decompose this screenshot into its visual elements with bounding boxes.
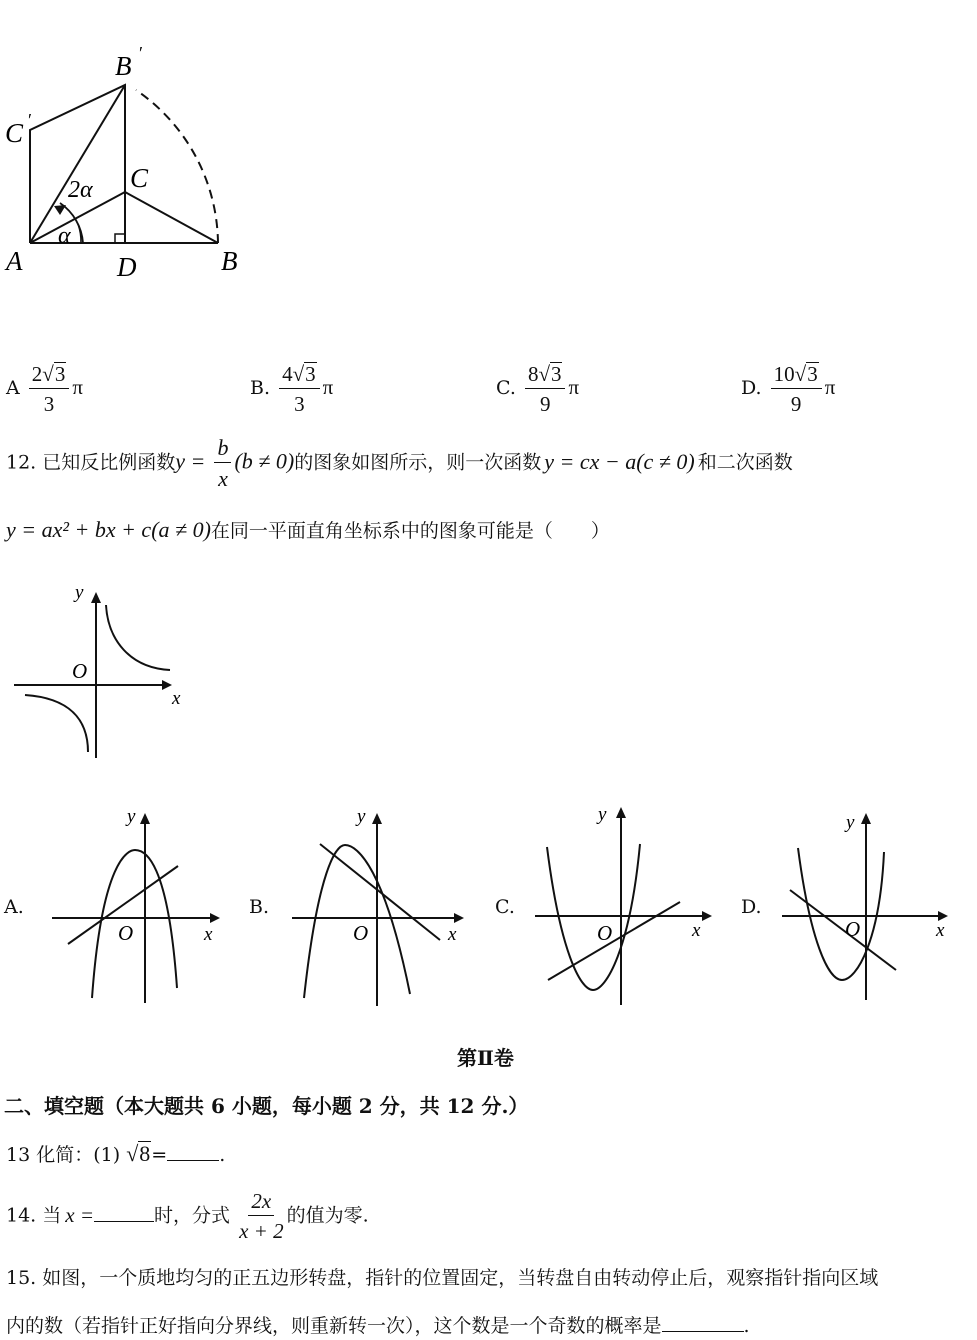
question-number: 14. bbox=[6, 1204, 37, 1227]
origin-label: O bbox=[118, 921, 134, 945]
fraction: $\frac{10√3}{9}$ bbox=[771, 362, 822, 416]
label-b: B bbox=[221, 246, 238, 276]
q11-option-c bbox=[496, 362, 579, 416]
segment-cb bbox=[125, 192, 218, 243]
q14-text1: 当 bbox=[42, 1204, 62, 1227]
q12-option-d-label: D. bbox=[741, 896, 762, 918]
origin-label: O bbox=[845, 917, 861, 941]
x-label: x bbox=[936, 920, 945, 941]
q14-fraction bbox=[239, 1190, 284, 1243]
func1-cond: (b ≠ 0) bbox=[234, 448, 295, 474]
x-axis-arrow bbox=[454, 913, 464, 923]
x-axis-arrow bbox=[210, 913, 220, 923]
q15-line1: 15. 如图，一个质地均匀的正五边形转盘，指针的位置固定，当转盘自由转动停止后，观察指针指向区域 bbox=[6, 1267, 879, 1289]
func1-fraction bbox=[214, 436, 231, 491]
q14 bbox=[6, 1190, 369, 1243]
q12-option-c-label: C. bbox=[495, 896, 515, 918]
y-label: y bbox=[598, 804, 607, 825]
q14-var: x = bbox=[65, 1202, 95, 1227]
question-number: 13 bbox=[6, 1144, 31, 1166]
question-number: 12. bbox=[6, 451, 37, 474]
origin-label: O bbox=[597, 921, 613, 945]
right-angle-mark bbox=[115, 234, 125, 243]
q13 bbox=[6, 1140, 225, 1167]
denominator: 9 bbox=[539, 392, 551, 417]
origin-label: O bbox=[72, 659, 88, 683]
coef: 10 bbox=[773, 362, 795, 386]
option-a-graph bbox=[40, 800, 230, 1010]
x-label: x bbox=[204, 924, 213, 945]
y-axis-arrow bbox=[140, 813, 150, 824]
prime-mark-2: ′ bbox=[28, 110, 32, 130]
coef: 4 bbox=[282, 362, 293, 386]
option-letter: D. bbox=[741, 377, 762, 400]
origin-label: O bbox=[353, 921, 369, 945]
q14-den: x + 2 bbox=[239, 1219, 284, 1244]
pi-symbol: π bbox=[322, 375, 334, 400]
y-axis-arrow bbox=[372, 813, 382, 824]
hyperbola-branch-1 bbox=[106, 605, 170, 670]
line bbox=[548, 902, 680, 980]
q14-num: 2x bbox=[248, 1190, 274, 1216]
coef: 2 bbox=[31, 362, 43, 386]
label-b-prime: B bbox=[115, 51, 132, 81]
radicand: 3 bbox=[305, 362, 316, 386]
option-c-graph bbox=[525, 795, 725, 1010]
sqrt-expression: √8 bbox=[126, 1141, 151, 1166]
x-label: x bbox=[172, 688, 181, 709]
inverse-function-graph bbox=[0, 575, 200, 765]
q11-option-b bbox=[250, 362, 333, 416]
period: . bbox=[743, 1315, 750, 1337]
answer-blank[interactable] bbox=[94, 1203, 154, 1222]
rotation-figure bbox=[0, 40, 260, 290]
q14-text2: 时，分式 bbox=[154, 1204, 231, 1227]
radicand: 8 bbox=[139, 1141, 151, 1166]
option-letter: B. bbox=[250, 377, 271, 400]
x-label: x bbox=[692, 920, 701, 941]
func1-den: x bbox=[218, 466, 228, 492]
label-c: C bbox=[130, 163, 149, 193]
q12-option-b-label: B. bbox=[249, 896, 270, 918]
func1-lhs: y = bbox=[175, 448, 206, 474]
radicand: 3 bbox=[550, 362, 562, 386]
prime-mark: ′ bbox=[139, 43, 143, 63]
hyperbola-branch-2 bbox=[25, 695, 88, 752]
q11-option-a bbox=[6, 362, 83, 416]
arrow-head bbox=[54, 205, 66, 215]
denominator: 3 bbox=[294, 392, 305, 417]
q12-line1 bbox=[6, 436, 793, 491]
x-label: x bbox=[448, 924, 457, 945]
y-label: y bbox=[846, 812, 855, 833]
q12-text3: 和二次函数 bbox=[697, 451, 793, 474]
option-letter: C. bbox=[496, 377, 516, 400]
q15-line2 bbox=[6, 1311, 750, 1338]
fraction: $\frac{4√3}{3}$ bbox=[279, 362, 320, 416]
q14-text3: 的值为零. bbox=[286, 1204, 369, 1227]
label-c-prime: C bbox=[5, 118, 24, 148]
y-label: y bbox=[75, 582, 84, 603]
option-b-graph bbox=[280, 800, 470, 1010]
func2: y = cx − a(c ≠ 0) bbox=[544, 448, 695, 474]
q11-option-d bbox=[741, 362, 835, 416]
parabola bbox=[798, 848, 884, 980]
fraction: $\frac{8√3}{9}$ bbox=[525, 362, 566, 416]
x-axis-arrow bbox=[162, 680, 172, 690]
label-a: A bbox=[6, 246, 23, 276]
denominator: 9 bbox=[790, 392, 802, 417]
section-title: 二、填空题（本大题共 6 小题，每小题 2 分，共 12 分.） bbox=[4, 1094, 529, 1118]
y-axis-arrow bbox=[91, 592, 101, 603]
fraction: $\frac{2√3}{3}$ bbox=[29, 362, 70, 416]
pi-symbol: π bbox=[568, 375, 580, 400]
period: . bbox=[219, 1144, 226, 1166]
answer-blank[interactable] bbox=[167, 1142, 219, 1161]
y-axis-arrow bbox=[616, 807, 626, 818]
parabola bbox=[92, 850, 177, 998]
radicand: 3 bbox=[54, 362, 66, 386]
segment-ab-prime bbox=[30, 85, 125, 243]
radicand: 3 bbox=[807, 362, 818, 386]
equals-sign: = bbox=[151, 1144, 168, 1166]
label-alpha: α bbox=[58, 223, 71, 249]
q12-option-a-label: A. bbox=[4, 896, 24, 918]
volume-title: 第Ⅱ卷 bbox=[457, 1046, 514, 1070]
q12-text1: 已知反比例函数 bbox=[42, 451, 176, 474]
q12-text4: 在同一平面直角坐标系中的图象可能是（ ） bbox=[210, 520, 610, 542]
pi-symbol: π bbox=[824, 375, 836, 400]
q13-text: 化简：(1) bbox=[36, 1144, 121, 1166]
option-d-graph bbox=[775, 800, 975, 1010]
pi-symbol: π bbox=[72, 375, 83, 400]
y-label: y bbox=[357, 806, 366, 827]
y-label: y bbox=[127, 806, 136, 827]
denominator: 3 bbox=[43, 392, 55, 417]
q12-line2 bbox=[6, 516, 610, 543]
func1-num: b bbox=[214, 436, 231, 463]
y-axis-arrow bbox=[861, 813, 871, 824]
label-2alpha: 2α bbox=[68, 177, 93, 203]
label-d: D bbox=[117, 252, 137, 282]
line bbox=[320, 844, 440, 940]
option-letter: A bbox=[6, 377, 20, 400]
q15-text: 内的数（若指针正好指向分界线，则重新转一次），这个数是一个奇数的概率是 bbox=[6, 1315, 662, 1337]
func3: y = ax² + bx + c(a ≠ 0) bbox=[6, 517, 211, 542]
answer-blank[interactable] bbox=[662, 1313, 744, 1332]
coef: 8 bbox=[527, 362, 539, 386]
q12-text2: 的图象如图所示，则一次函数 bbox=[294, 451, 542, 474]
x-axis-arrow bbox=[702, 911, 712, 921]
